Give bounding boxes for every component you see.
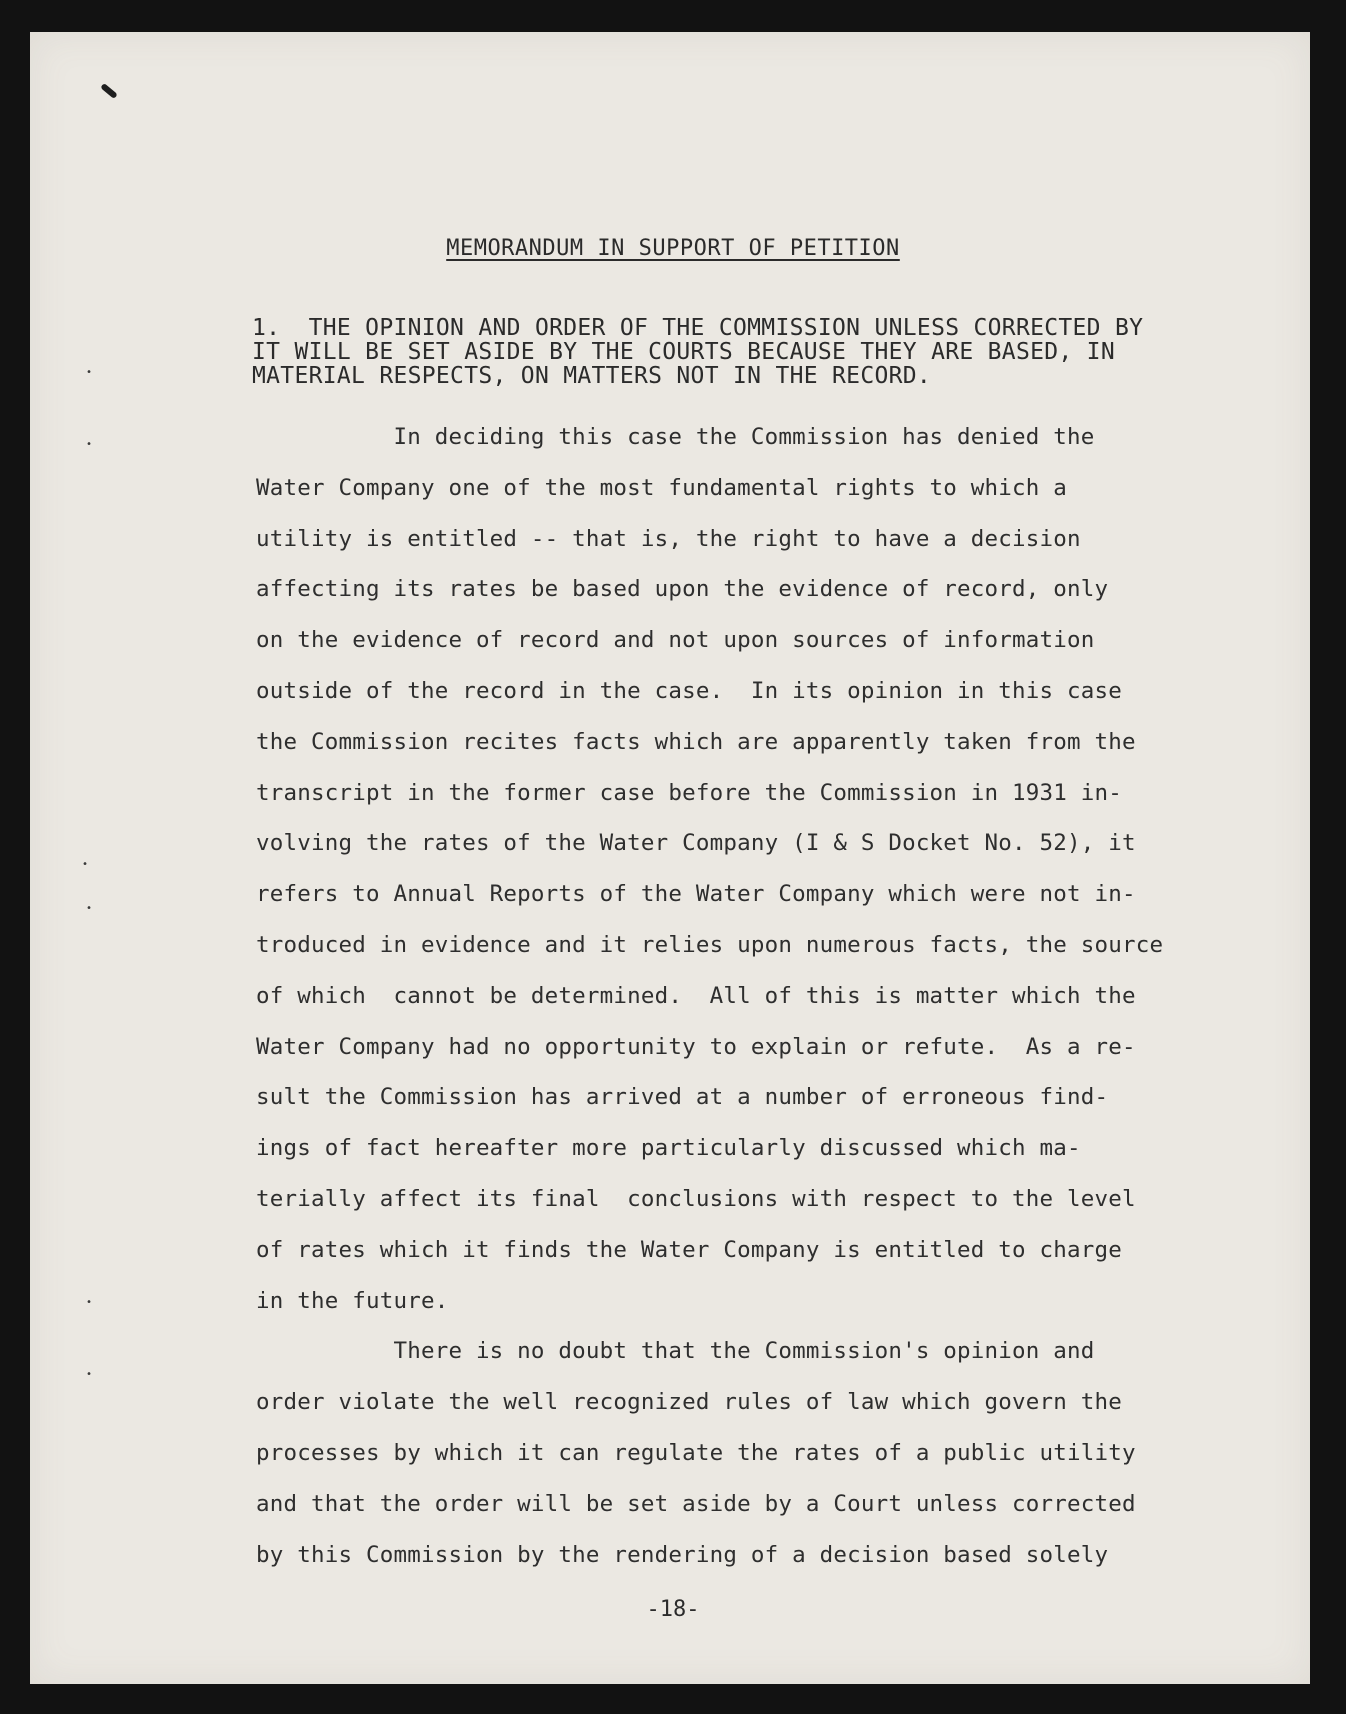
body-line: utility is entitled -- that is, the right to have a decision (256, 525, 1081, 552)
body-line: of which cannot be determined. All of this is matter which the (256, 982, 1136, 1009)
body-line: terially affect its final conclusions with respect to the level (256, 1185, 1136, 1212)
heading-line: 1. THE OPINION AND ORDER OF THE COMMISSION UNLESS CORRECTED BY (252, 315, 1144, 341)
body-line: and that the order will be set aside by a Court unless corrected (256, 1490, 1136, 1517)
margin-dot: • (86, 439, 93, 450)
margin-dot: • (86, 1369, 93, 1380)
body-line: There is no doubt that the Commission's opinion and (256, 1338, 1095, 1365)
body-line: the Commission recites facts which are apparently taken from the (256, 728, 1136, 755)
body-line: of rates which it finds the Water Company is entitled to charge (256, 1236, 1123, 1263)
body-line: ings of fact hereafter more particularly discussed which ma- (256, 1135, 1081, 1162)
margin-dot: • (82, 859, 89, 870)
margin-dot: • (86, 903, 93, 914)
margin-dot: • (86, 367, 93, 378)
heading-line: IT WILL BE SET ASIDE BY THE COURTS BECAUSE THEY ARE BASED, IN (252, 339, 1115, 365)
body-line: affecting its rates be based upon the evidence of record, only (256, 576, 1109, 603)
body-line: order violate the well recognized rules of law which govern the (256, 1389, 1123, 1416)
body-line: refers to Annual Reports of the Water Company which were not in- (256, 881, 1136, 908)
body-line: sult the Commission has arrived at a number of erroneous find- (256, 1084, 1109, 1111)
body-line: Water Company one of the most fundamental rights to which a (256, 474, 1068, 501)
body-line: outside of the record in the case. In its opinion in this case (256, 677, 1123, 704)
section-heading (252, 316, 1232, 388)
body-line: in the future. (256, 1287, 449, 1314)
margin-dot: • (86, 1297, 93, 1308)
body-line: on the evidence of record and not upon sources of information (256, 627, 1095, 654)
page-number: -18- (646, 1597, 700, 1622)
body-line: troduced in evidence and it relies upon numerous facts, the source (256, 931, 1164, 958)
body-line: In deciding this case the Commission has denied the (256, 424, 1095, 450)
body-line: processes by which it can regulate the rates of a public utility (256, 1439, 1136, 1466)
document-title: MEMORANDUM IN SUPPORT OF PETITION (446, 236, 900, 261)
body-line: by this Commission by the rendering of a decision based solely (256, 1541, 1109, 1568)
heading-line: MATERIAL RESPECTS, ON MATTERS NOT IN THE RECORD. (252, 363, 932, 389)
body-line: transcript in the former case before the Commission in 1931 in- (256, 779, 1123, 806)
body-line: Water Company had no opportunity to explain or refute. As a re- (256, 1033, 1136, 1060)
body-text (256, 412, 1256, 1580)
body-line: volving the rates of the Water Company (I & S Docket No. 52), it (256, 830, 1136, 857)
